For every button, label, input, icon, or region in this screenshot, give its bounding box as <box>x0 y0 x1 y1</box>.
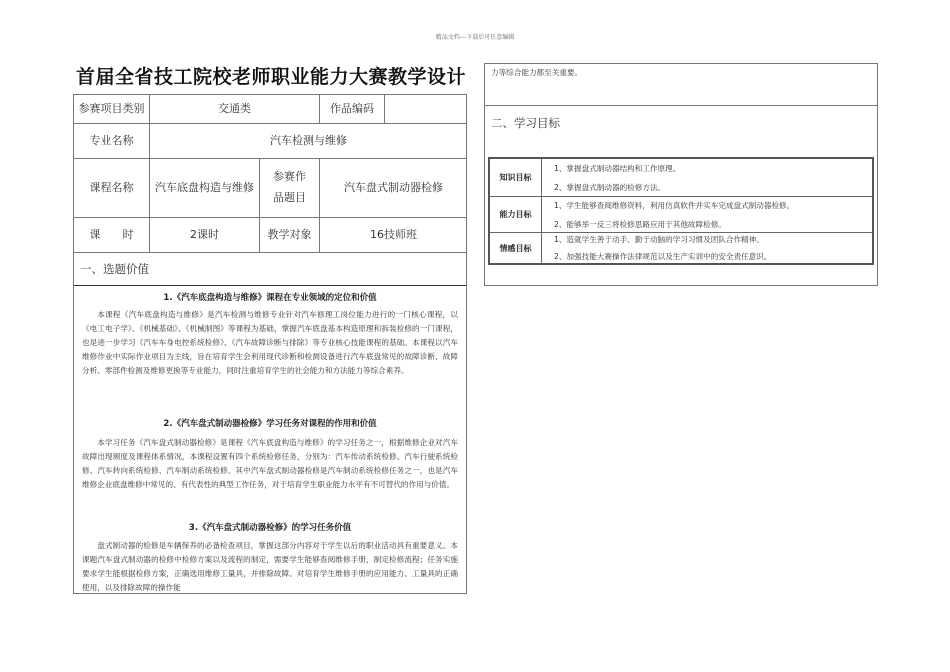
objective-label: 情感目标 <box>490 233 542 263</box>
value-work-code <box>385 95 467 123</box>
watermark: 精品文档---下载后可任意编辑 <box>435 34 515 41</box>
section-heading-topic-value: 一、选题价值 <box>80 262 149 276</box>
section-divider <box>74 285 466 286</box>
label-project-category: 参赛项目类别 <box>74 95 150 123</box>
row-hours <box>74 218 466 253</box>
objective-line: 1、掌握盘式制动器结构和工作原理。 <box>554 163 681 173</box>
row-major <box>74 124 466 159</box>
row-course <box>74 159 466 218</box>
objective-row-ability <box>490 197 872 233</box>
label-course: 课程名称 <box>74 159 150 217</box>
label-work-code: 作品编码 <box>320 95 385 123</box>
value-hours: 2课时 <box>150 218 260 252</box>
value-project-category: 交通类 <box>150 95 320 123</box>
row-project-category <box>74 95 466 124</box>
objective-line: 1、学生能够查阅维修资料，利用仿真软件并实车完成盘式制动器检修。 <box>554 200 795 210</box>
label-target: 教学对象 <box>260 218 320 252</box>
continued-text: 力等综合能力都至关重要。 <box>491 68 583 77</box>
label-work-title: 参赛作品题目 <box>260 159 320 217</box>
value-course: 汽车底盘构造与维修 <box>150 159 260 217</box>
panel-divider <box>485 105 877 106</box>
paragraph-2: 本学习任务《汽车盘式制动器检修》是课程《汽车底盘构造与维修》的学习任务之一，根据维修企业对汽车故障出现频度及课程体系情况，本课程设置有四个系统检修任务，分别为：汽车传动系统检修、汽车行驶系统检修、汽车转向系统检修、汽车制动系统检修。其中汽车盘式制动器检修是汽车制动系统检修任务之一，也是汽车维修企业底盘维修中常见的、有代表性的典型工作任务，对于培育学生职业能力水平有不可替代的作用与价值。 <box>82 438 458 489</box>
subsection-title-1: 1.《汽车底盘构造与维修》课程在专业领域的定位和价值 <box>163 293 377 303</box>
objective-row-emotion <box>490 233 872 263</box>
objective-line: 1、造就学生善于动手、勤于动脑的学习习惯及团队合作精神。 <box>554 235 764 244</box>
objective-label: 能力目标 <box>490 197 542 232</box>
subsection-title-2: 2.《汽车盘式制动器检修》学习任务对课程的作用和价值 <box>163 419 377 429</box>
objective-line: 2、能够举一反三将检修思路应用于其他故障检修。 <box>554 219 726 229</box>
value-work-title: 汽车盘式制动器检修 <box>344 180 443 194</box>
section-heading-objectives: 二、学习目标 <box>491 116 560 130</box>
document-title: 首届全省技工院校老师职业能力大赛教学设计 <box>76 66 467 88</box>
objectives-panel <box>484 63 878 286</box>
objective-row-knowledge <box>490 159 872 197</box>
subsection-title-3: 3.《汽车盘式制动器检修》的学习任务价值 <box>188 523 352 533</box>
paragraph-1: 本课程《汽车底盘构造与维修》是汽车检测与维修专业针对汽车修理工岗位能力进行的一门核心课程，以《电工电子学》、《机械基础》、《机械制图》等课程为基础，掌握汽车底盘基本构造原理和拆装检修的一门课程，也是进一步学习《汽车车身电控系统检修》、《汽车故障诊断与排除》等专业核心技能课程的基础。本课程以汽车维修作业中实际作业项目为主线，旨在培育学生会利用现代诊断和检测设备进行汽车底盘常见的故障诊断、故障分析、零部件检测及维修更换等专业能力，同时注重培育学生的社会能力和方法能力等综合素养。 <box>82 310 458 375</box>
objective-line: 2、掌握盘式制动器的检修方法。 <box>554 182 666 192</box>
value-major: 汽车检测与维修 <box>270 133 347 147</box>
objective-label: 知识目标 <box>490 159 542 196</box>
objectives-table <box>488 157 874 265</box>
objective-line: 2、加强技能大赛操作法律规范以及生产实训中的安全责任意识。 <box>554 252 772 261</box>
label-major: 专业名称 <box>74 124 150 158</box>
value-target: 16技师班 <box>370 227 417 241</box>
info-table <box>73 94 467 594</box>
label-hours: 课 时 <box>74 218 150 252</box>
paragraph-3: 盘式制动器的检修是车辆保养的必备检查项目，掌握这部分内容对于学生以后的职业活动具有重要意义。本课题汽车盘式制动器的检修中检修方案以及流程的制定，需要学生能够查阅维修手册，制定检修流程；任务实施要求学生能根据检修方案，正确选用维修工量具，并排除故障。对培育学生维修手册的应用能力、工量具的正确使用，以及排除故障的操作能 <box>82 541 458 592</box>
